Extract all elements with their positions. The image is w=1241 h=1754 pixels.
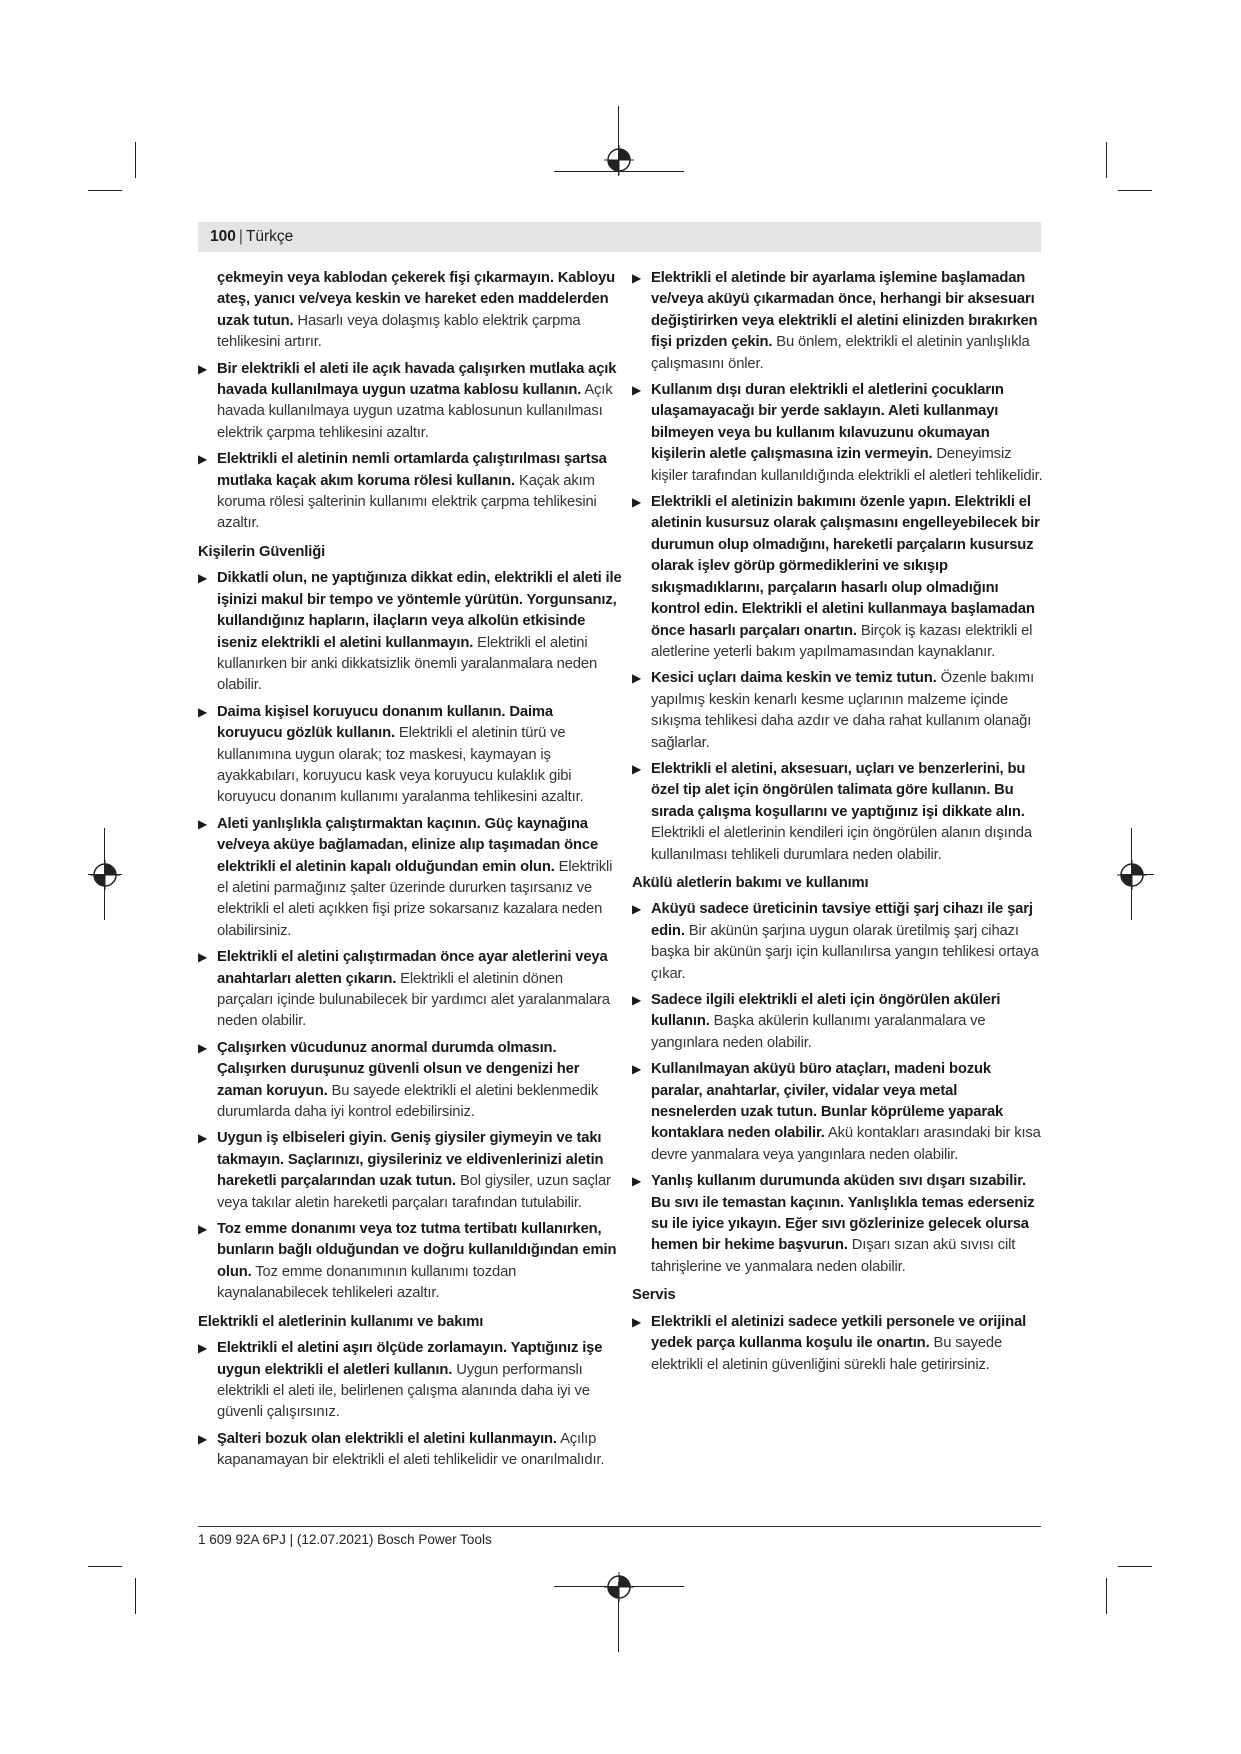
instruction-bold: Sadece ilgili elektrikli el aleti için öngörülen aküleri kullanın. (651, 992, 1001, 1030)
page-footer: 1 609 92A 6PJ | (12.07.2021) Bosch Power Tools (198, 1532, 492, 1547)
bullet-triangle-icon: ▶ (632, 271, 642, 285)
instruction-text: Hasarlı veya dolaşmış kablo elektrik çarpma tehlikesini artırır. (217, 312, 581, 351)
crop-mark (1118, 1566, 1152, 1567)
instruction-text: Deneyimsiz kişiler tarafından kullanıldığında elektrikli el aletleri tehlikelidir. (651, 446, 1043, 484)
bullet-triangle-icon: ▶ (198, 816, 208, 831)
instruction-text: Elektrikli el aletini kullanırken bir anki dikkatsizlik önemli yaralanmalara neden olabilir. (217, 634, 598, 694)
bullet-triangle-icon: ▶ (632, 671, 642, 686)
warning-item (632, 268, 1046, 375)
instruction-text: Özenle bakımı yapılmış keskin kenarlı kesme uçlarının malzeme içinde sıkışma tehlikesi daha azdır ve daha rahat kullanım olanağı sağlarlar. (651, 670, 1035, 751)
footer-divider (198, 1526, 1041, 1527)
section-heading: Akülü aletlerin bakımı ve kullanımı (632, 874, 869, 891)
warning-item (632, 380, 1046, 487)
section-heading: Kişilerin Güvenliği (198, 543, 326, 560)
bullet-triangle-icon: ▶ (632, 902, 642, 917)
bullet-triangle-icon: ▶ (632, 1174, 642, 1189)
bullet-triangle-icon: ▶ (632, 993, 642, 1007)
page-number: 100 (210, 228, 236, 245)
instruction-text: Birçok iş kazası elektrikli el aletlerine yeterli bakım yapılmamasından kaynaklanır. (651, 622, 1033, 660)
bullet-triangle-icon: ▶ (198, 950, 208, 965)
instruction-bold: Elektrikli el aletinin nemli ortamlarda çalıştırılması şartsa mutlaka kaçak akım koruma rölesi kullanın. (217, 451, 607, 489)
instruction-text: Dışarı sızan akü sıvısı cilt tahrişlerine ve yanmalara neden olabilir. (651, 1237, 1016, 1275)
instruction-bold: Elektrikli el aletini, aksesuarı, uçları ve benzerlerini, bu özel tip alet için öngörülen talimata göre kullanın. Bu sırada çalışma koşullarını ve yaptığınız işi dikkate alın. (651, 760, 1026, 820)
instruction-text: Bol giysiler, uzun saçlar veya takılar aletin hareketli parçaları tarafından tutulabilir. (217, 1173, 611, 1211)
instruction-bold: Kesici uçları daima keskin ve temiz tutun. (651, 670, 937, 687)
instruction-bold: Aleti yanlışlıkla çalıştırmaktan kaçının. Güç kaynağına ve/veya aküye bağlamadan, elinize alıp taşımadan önce elektrikli el aletinin kapalı olduğundan emin olun. (217, 815, 599, 875)
section-heading: Elektrikli el aletlerinin kullanımı ve bakımı (198, 1313, 484, 1330)
instruction-bold: Yanlış kullanım durumunda aküden sıvı dışarı sızabilir. Bu sıvı ile temastan kaçının. Yanlışlıkla temas ederseniz su ile iyice yıkayın. Eğer sıvı gözlerinize gelecek olursa hemen bir hekime başvurun. (651, 1173, 1035, 1254)
instruction-bold: Toz emme donanımı veya toz tutma tertibatı kullanırken, bunların bağlı olduğundan ve doğru kullanıldığından emin olun. (217, 1221, 617, 1280)
bullet-triangle-icon: ▶ (198, 704, 208, 719)
registration-mark-icon (604, 145, 634, 175)
right-column (632, 268, 1046, 1381)
bullet-triangle-icon: ▶ (198, 571, 208, 586)
instruction-text: Elektrikli el aletinin dönen parçaları içinde bulunabilecek bir yardımcı alet yaralanmalara neden olabilir. (217, 970, 610, 1030)
warning-item (198, 449, 622, 535)
crop-mark (1118, 190, 1152, 191)
instruction-bold: Uygun iş elbiseleri giyin. Geniş giysiler giymeyin ve takı takmayın. Saçlarınızı, giysileriniz ve eldivenlerinizi aletin hareketli parçalarından uzak tutun. (217, 1130, 604, 1190)
registration-mark-icon (604, 1572, 634, 1602)
bullet-triangle-icon: ▶ (198, 1341, 208, 1356)
page-header (198, 222, 1041, 252)
warning-item (198, 1128, 622, 1214)
instruction-text: Toz emme donanımının kullanımı tozdan kaynalanabilecek tehlikeleri azaltır. (217, 1263, 517, 1302)
crop-mark (135, 1578, 136, 1614)
instruction-text: Açılıp kapanamayan bir elektrikli el aleti tehlikelidir ve onarılmalıdır. (217, 1430, 605, 1469)
crop-mark (88, 190, 122, 191)
bullet-triangle-icon: ▶ (632, 761, 642, 776)
instruction-text: Elektrikli el aletlerinin kendileri için öngörülen alanın dışında kullanılması tehlikeli durumlara neden olabilir. (651, 825, 1032, 863)
crop-mark (135, 142, 136, 178)
instruction-text: Bu sayede elektrikli el aletinin güvenliğini sürekli hale getirirsiniz. (651, 1335, 1003, 1373)
instruction-bold: Bir elektrikli el aleti ile açık havada çalışırken mutlaka açık havada kullanılmaya uygun uzatma kablosu kullanın. (217, 360, 617, 399)
instruction-bold: Şalteri bozuk olan elektrikli el aletini kullanmayın. (217, 1430, 557, 1447)
instruction-text: Elektrikli el aletini parmağınız şalter üzerinde dururken taşırsanız ve elektrikli el aleti açıkken fişi prize sokarsanız kazalara neden olabilirsiniz. (217, 858, 613, 939)
warning-item (632, 1312, 1046, 1376)
instruction-text: Uygun performanslı elektrikli el aleti ile, belirlenen çalışma alanında daha iyi ve güvenli çalışırsınız. (217, 1361, 590, 1421)
warning-item (632, 668, 1046, 754)
warning-item (632, 492, 1046, 663)
warning-item (198, 1338, 622, 1424)
instruction-bold: Elektrikli el aletinizi sadece yetkili personele ve orijinal yedek parça kullanma koşulu ile onartın. (651, 1313, 1027, 1352)
warning-item (198, 814, 622, 942)
warning-item (198, 1038, 622, 1124)
warning-item (198, 568, 622, 696)
bullet-triangle-icon: ▶ (198, 1040, 208, 1055)
header-language: Türkçe (245, 228, 294, 245)
warning-item (632, 899, 1046, 985)
instruction-text: Açık havada kullanılmaya uygun uzatma kablosunun kullanılması elektrik çarpma tehlikesini azaltır. (217, 382, 613, 441)
instruction-text: Elektrikli el aletinin türü ve kullanımına uygun olarak; toz maskesi, kaymayan iş ayakkabıları, koruyucu kask veya koruyucu kulaklık gibi koruyucu donanım kullanımı yaralanma tehlikesini azaltır. (217, 725, 584, 806)
instruction-bold: Elektrikli el aletini aşırı ölçüde zorlamayın. Yaptığınız işe uygun elektrikli el aletleri kullanın. (217, 1340, 603, 1378)
warning-item (198, 359, 622, 445)
instruction-bold: Elektrikli el aletinizin bakımını özenle yapın. Elektrikli el aletinin kusursuz olarak çalışmasını engelleyebilecek bir durumun olup olmadığını, hareketli parçaların kusursuz olarak işlev görüp görmediklerini ve sıkışıp sıkışmadıklarını, parçaların hasarlı olup olmadığını kontrol edin. Elektrikli el aletini kullanmaya başlamadan önce hasarlı parçaları onartın. (651, 494, 1040, 639)
bullet-triangle-icon: ▶ (632, 1062, 642, 1077)
instruction-text: Bu sayede elektrikli el aletini beklenmedik durumlarda daha iyi kontrol edebilirsiniz. (217, 1082, 599, 1121)
bullet-triangle-icon: ▶ (198, 1431, 208, 1446)
bullet-triangle-icon: ▶ (632, 383, 642, 398)
bullet-triangle-icon: ▶ (198, 1131, 208, 1146)
warning-item (198, 1219, 622, 1305)
instruction-bold: Dikkatli olun, ne yaptığınıza dikkat edin, elektrikli el aleti ile işinizi makul bir tempo ve yöntemle yürütün. Yorgunsanız, kullandığınız hapların, ilaçların veya alkolün etkisinde iseniz elektrikli el aletini kullanmayın. (217, 570, 622, 651)
instruction-bold: Elektrikli el aletinde bir ayarlama işlemine başlamadan ve/veya aküyü çıkarmadan önce, herhangi bir aksesuarı değiştirirken veya elektrikli el aletini elinizden bırakırken fişi prizden çekin. (651, 270, 1038, 351)
instruction-bold: Çalışırken vücudunuz anormal durumda olmasın. Çalışırken duruşunuz güvenli olsun ve dengenizi her zaman koruyun. (217, 1039, 580, 1099)
warning-item (198, 702, 622, 809)
bullet-triangle-icon: ▶ (198, 452, 208, 467)
instruction-text: Bir akünün şarjına uygun olarak üretilmiş şarj cihazı başka bir akünün şarjı için kullanılırsa yangın tehlikesi ortaya çıkar. (651, 922, 1039, 982)
bullet-triangle-icon: ▶ (198, 1222, 208, 1237)
instruction-bold: Elektrikli el aletini çalıştırmadan önce ayar aletlerini veya anahtarları aletten çıkarın. (217, 949, 608, 987)
warning-item (632, 759, 1046, 866)
crop-mark (1106, 142, 1107, 178)
instruction-bold: Daima kişisel koruyucu donanım kullanın. Daima koruyucu gözlük kullanın. (217, 703, 554, 742)
instruction-text: Kaçak akım koruma rölesi şalterinin kullanımı elektrik çarpma tehlikesini azaltır. (217, 472, 597, 532)
bullet-triangle-icon: ▶ (198, 361, 208, 376)
section-heading: Servis (632, 1287, 676, 1304)
header-separator: | (238, 228, 243, 245)
instruction-text: Bu önlem, elektrikli el aletinin yanlışlıkla çalışmasını önler. (651, 334, 1030, 372)
instruction-bold: Kullanım dışı duran elektrikli el aletlerini çocukların ulaşamayacağı bir yerde saklayın. Aleti kullanmayı bilmeyen veya bu kullanım kılavuzunu okumayan kişilerin aletle çalışmasına izin vermeyin. (651, 382, 1004, 463)
instruction-bold: çekmeyin veya kablodan çekerek fişi çıkarmayın. Kabloyu ateş, yanıcı ve/veya keskin ve hareket eden maddelerden uzak tutun. (217, 270, 616, 329)
warning-item (632, 1171, 1046, 1278)
warning-item (632, 990, 1046, 1054)
crop-mark (1106, 1578, 1107, 1614)
instruction-bold: Kullanılmayan aküyü büro ataçları, madeni bozuk paralar, anahtarlar, çiviler, vidalar veya metal nesnelerden uzak tutun. Bunlar köprüleme yaparak kontaklara neden olabilir. (651, 1061, 1004, 1142)
continued-paragraph (198, 268, 622, 354)
registration-mark-icon (90, 860, 120, 890)
crop-mark (88, 1566, 122, 1567)
bullet-triangle-icon: ▶ (632, 1314, 642, 1329)
bullet-triangle-icon: ▶ (632, 495, 642, 510)
registration-mark-icon (1117, 860, 1147, 890)
warning-item (198, 947, 622, 1033)
instruction-text: Başka akülerin kullanımı yaralanmalara ve yangınlara neden olabilir. (651, 1013, 986, 1051)
instruction-bold: Aküyü sadece üreticinin tavsiye ettiği şarj cihazı ile şarj edin. (651, 901, 1033, 939)
warning-item (632, 1059, 1046, 1166)
left-column (198, 268, 622, 1477)
instruction-text: Akü kontakları arasındaki bir kısa devre yanmalara veya yangınlara neden olabilir. (651, 1125, 1041, 1163)
warning-item (198, 1429, 622, 1472)
